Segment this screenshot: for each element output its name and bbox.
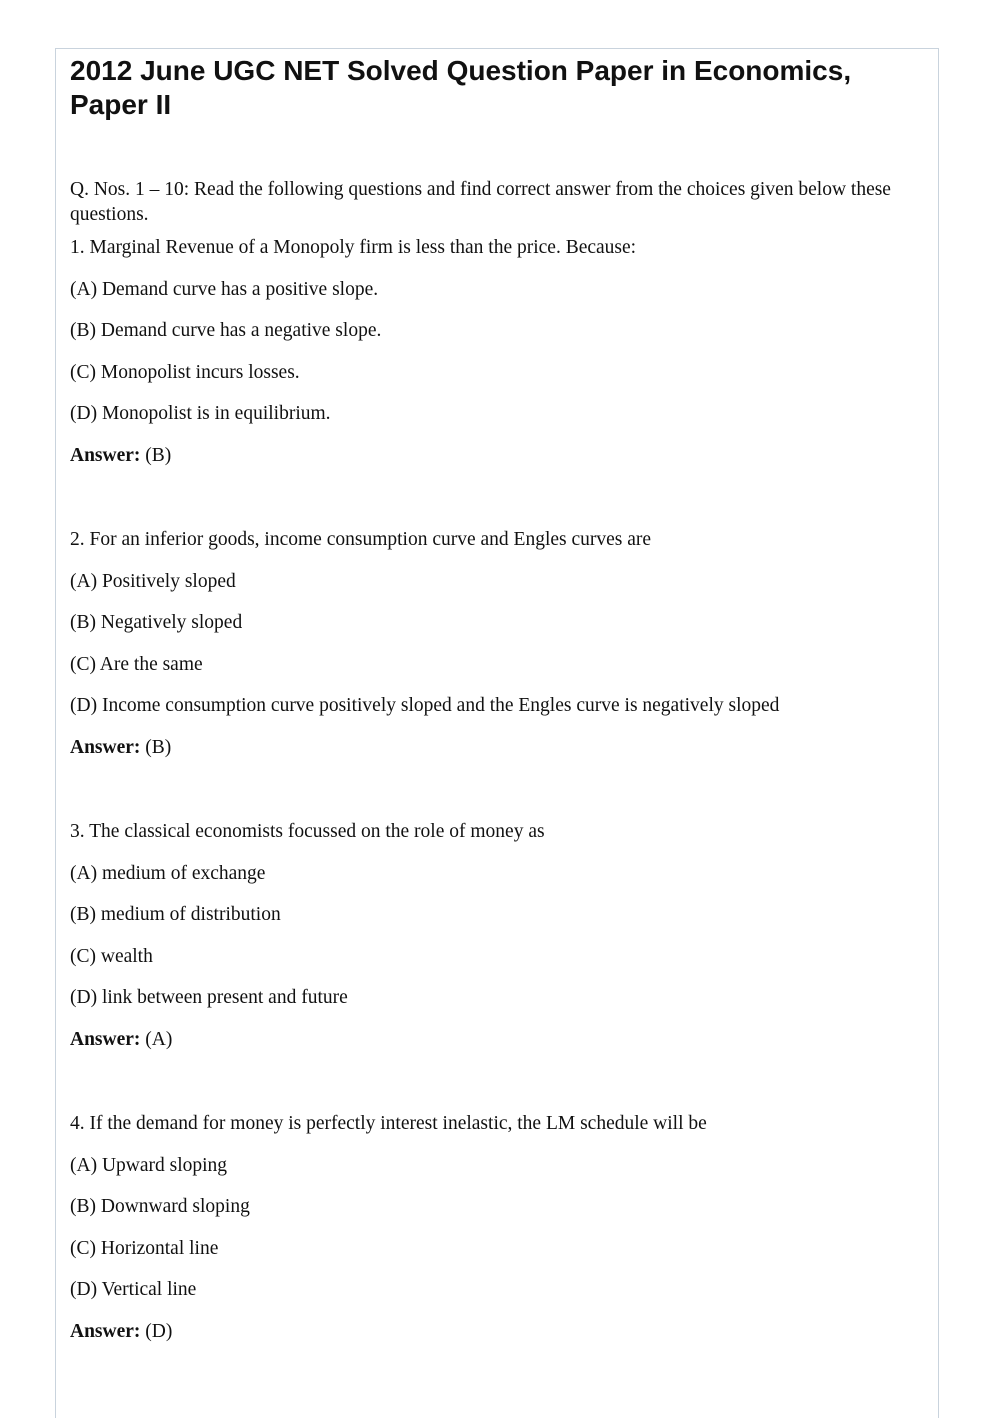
answer-line (70, 443, 930, 485)
question-1 (70, 235, 930, 484)
option-a: (A) Upward sloping (70, 1154, 228, 1176)
document-body (70, 177, 930, 1360)
answer-line (70, 1027, 930, 1069)
answer-label: Answer: (70, 736, 141, 758)
answer-value: (A) (145, 1028, 173, 1050)
answer-label: Answer: (70, 1028, 141, 1050)
option-c: (C) Are the same (70, 653, 203, 675)
question-3 (70, 819, 930, 1068)
option-a: (A) Demand curve has a positive slope. (70, 278, 379, 300)
answer-value: (B) (145, 444, 172, 466)
option-b: (B) Downward sloping (70, 1196, 250, 1217)
option-a: (A) Positively sloped (70, 570, 236, 592)
answer-value: (D) (145, 1320, 173, 1342)
option-b: (B) Demand curve has a negative slope. (70, 320, 382, 341)
answer-line (70, 735, 930, 777)
page-title: 2012 June UGC NET Solved Question Paper in Economics, Paper II (70, 55, 852, 120)
question-text: 3. The classical economists focussed on the role of money as (70, 821, 545, 842)
answer-label: Answer: (70, 444, 141, 466)
option-d: (D) Vertical line (70, 1279, 197, 1300)
option-c: (C) Horizontal line (70, 1237, 219, 1259)
option-d: (D) link between present and future (70, 987, 348, 1008)
option-d: (D) Monopolist is in equilibrium. (70, 403, 331, 424)
answer-value: (B) (145, 736, 172, 758)
answer-label: Answer: (70, 1320, 141, 1342)
option-b: (B) medium of distribution (70, 904, 281, 925)
question-text: 2. For an inferior goods, income consumption curve and Engles curves are (70, 529, 652, 550)
instructions: Q. Nos. 1 – 10: Read the following questions and find correct answer from the choices given below these questions. (70, 179, 891, 225)
option-b: (B) Negatively sloped (70, 612, 243, 633)
question-4 (70, 1111, 930, 1360)
question-text: 1. Marginal Revenue of a Monopoly firm is less than the price. Because: (70, 237, 637, 258)
question-text: 4. If the demand for money is perfectly interest inelastic, the LM schedule will be (70, 1113, 707, 1134)
answer-line (70, 1319, 930, 1361)
option-a: (A) medium of exchange (70, 862, 266, 884)
option-d: (D) Income consumption curve positively sloped and the Engles curve is negatively sloped (70, 695, 780, 716)
question-2 (70, 527, 930, 776)
option-c: (C) Monopolist incurs losses. (70, 361, 300, 383)
option-c: (C) wealth (70, 945, 153, 967)
